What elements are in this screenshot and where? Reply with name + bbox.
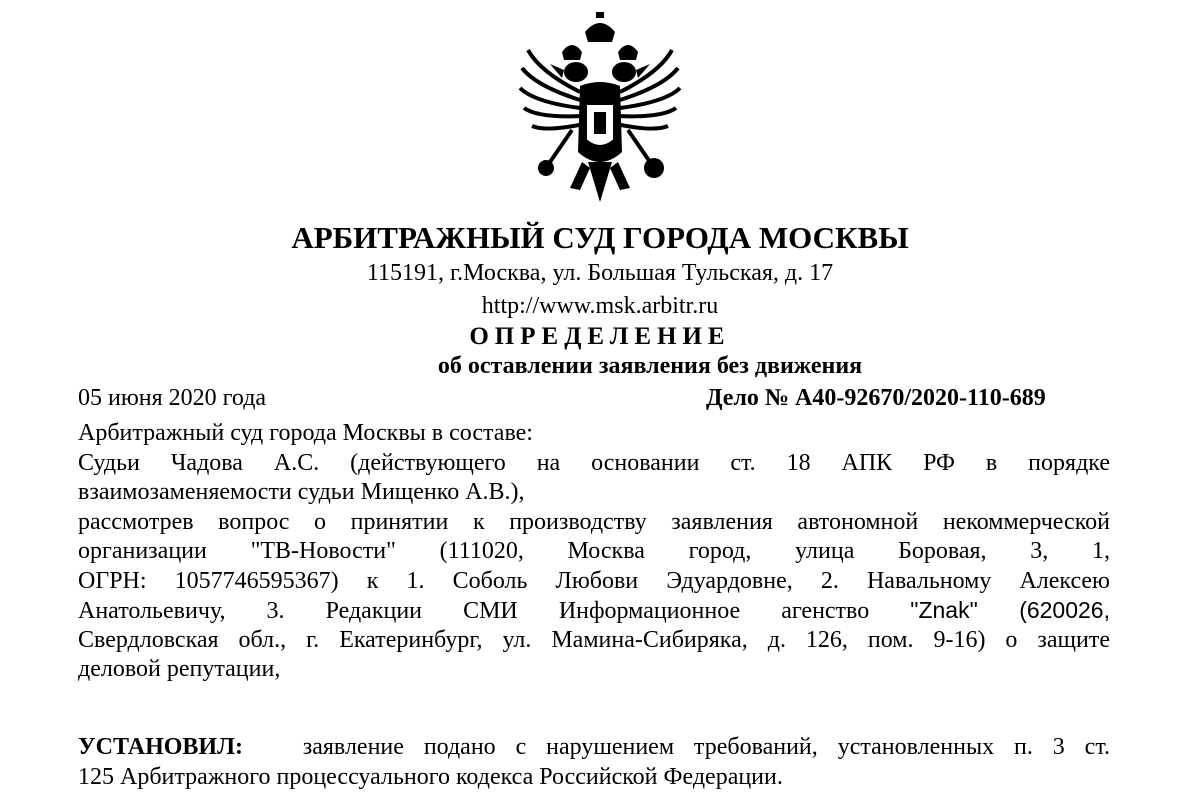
established-label: УСТАНОВИЛ:	[78, 734, 243, 760]
considered-line-4a: Анатольевичу, 3. Редакции СМИ Информационное агенство	[78, 598, 870, 624]
document-type: ОПРЕДЕЛЕНИЕ	[469, 323, 731, 350]
court-address: 115191, г.Москва, ул. Большая Тульская, д. 17	[366, 260, 834, 286]
court-name: АРБИТРАЖНЫЙ СУД ГОРОДА МОСКВЫ	[291, 220, 909, 255]
judge-line-2: взаимозаменяемости судьи Мищенко А.В.),	[78, 479, 525, 505]
established-paragraph	[78, 733, 1110, 792]
considered-line-4b: "Znak" (620026,	[910, 597, 1110, 623]
considered-line-4	[78, 596, 1110, 626]
coat-of-arms-emblem	[510, 12, 690, 222]
considered-line-1: рассмотрев вопрос о принятии к производству заявления автономной некоммерческой	[78, 508, 1110, 535]
considered-line-3: ОГРН: 1057746595367) к 1. Соболь Любови Эдуардовне, 2. Навальному Алексею	[78, 567, 1110, 594]
body-paragraphs	[78, 419, 1110, 685]
considered-line-6: деловой репутации,	[78, 656, 281, 682]
considered-line-5: Свердловская обл., г. Екатеринбург, ул. Мамина-Сибиряка, д. 126, пом. 9-16) о защите	[78, 626, 1110, 653]
document-subtitle: об оставлении заявления без движения	[437, 353, 863, 379]
case-number: Дело № А40-92670/2020-110-689	[706, 385, 1046, 411]
considered-line-2: организации "ТВ-Новости" (111020, Москва город, улица Боровая, 3, 1,	[78, 538, 1110, 564]
court-website: http://www.msk.arbitr.ru	[481, 293, 719, 319]
established-line-2: 125 Арбитражного процессуального кодекса Российской Федерации.	[78, 763, 783, 790]
established-text-1: заявление подано с нарушением требований, установленных п. 3 ст.	[302, 734, 1110, 760]
judge-line-1: Судьи Чадова А.С. (действующего на основании ст. 18 АПК РФ в порядке	[78, 449, 1110, 476]
document-date: 05 июня 2020 года	[78, 385, 267, 411]
composition-line: Арбитражный суд города Москвы в составе:	[78, 420, 533, 446]
established-line-1	[78, 733, 1110, 763]
